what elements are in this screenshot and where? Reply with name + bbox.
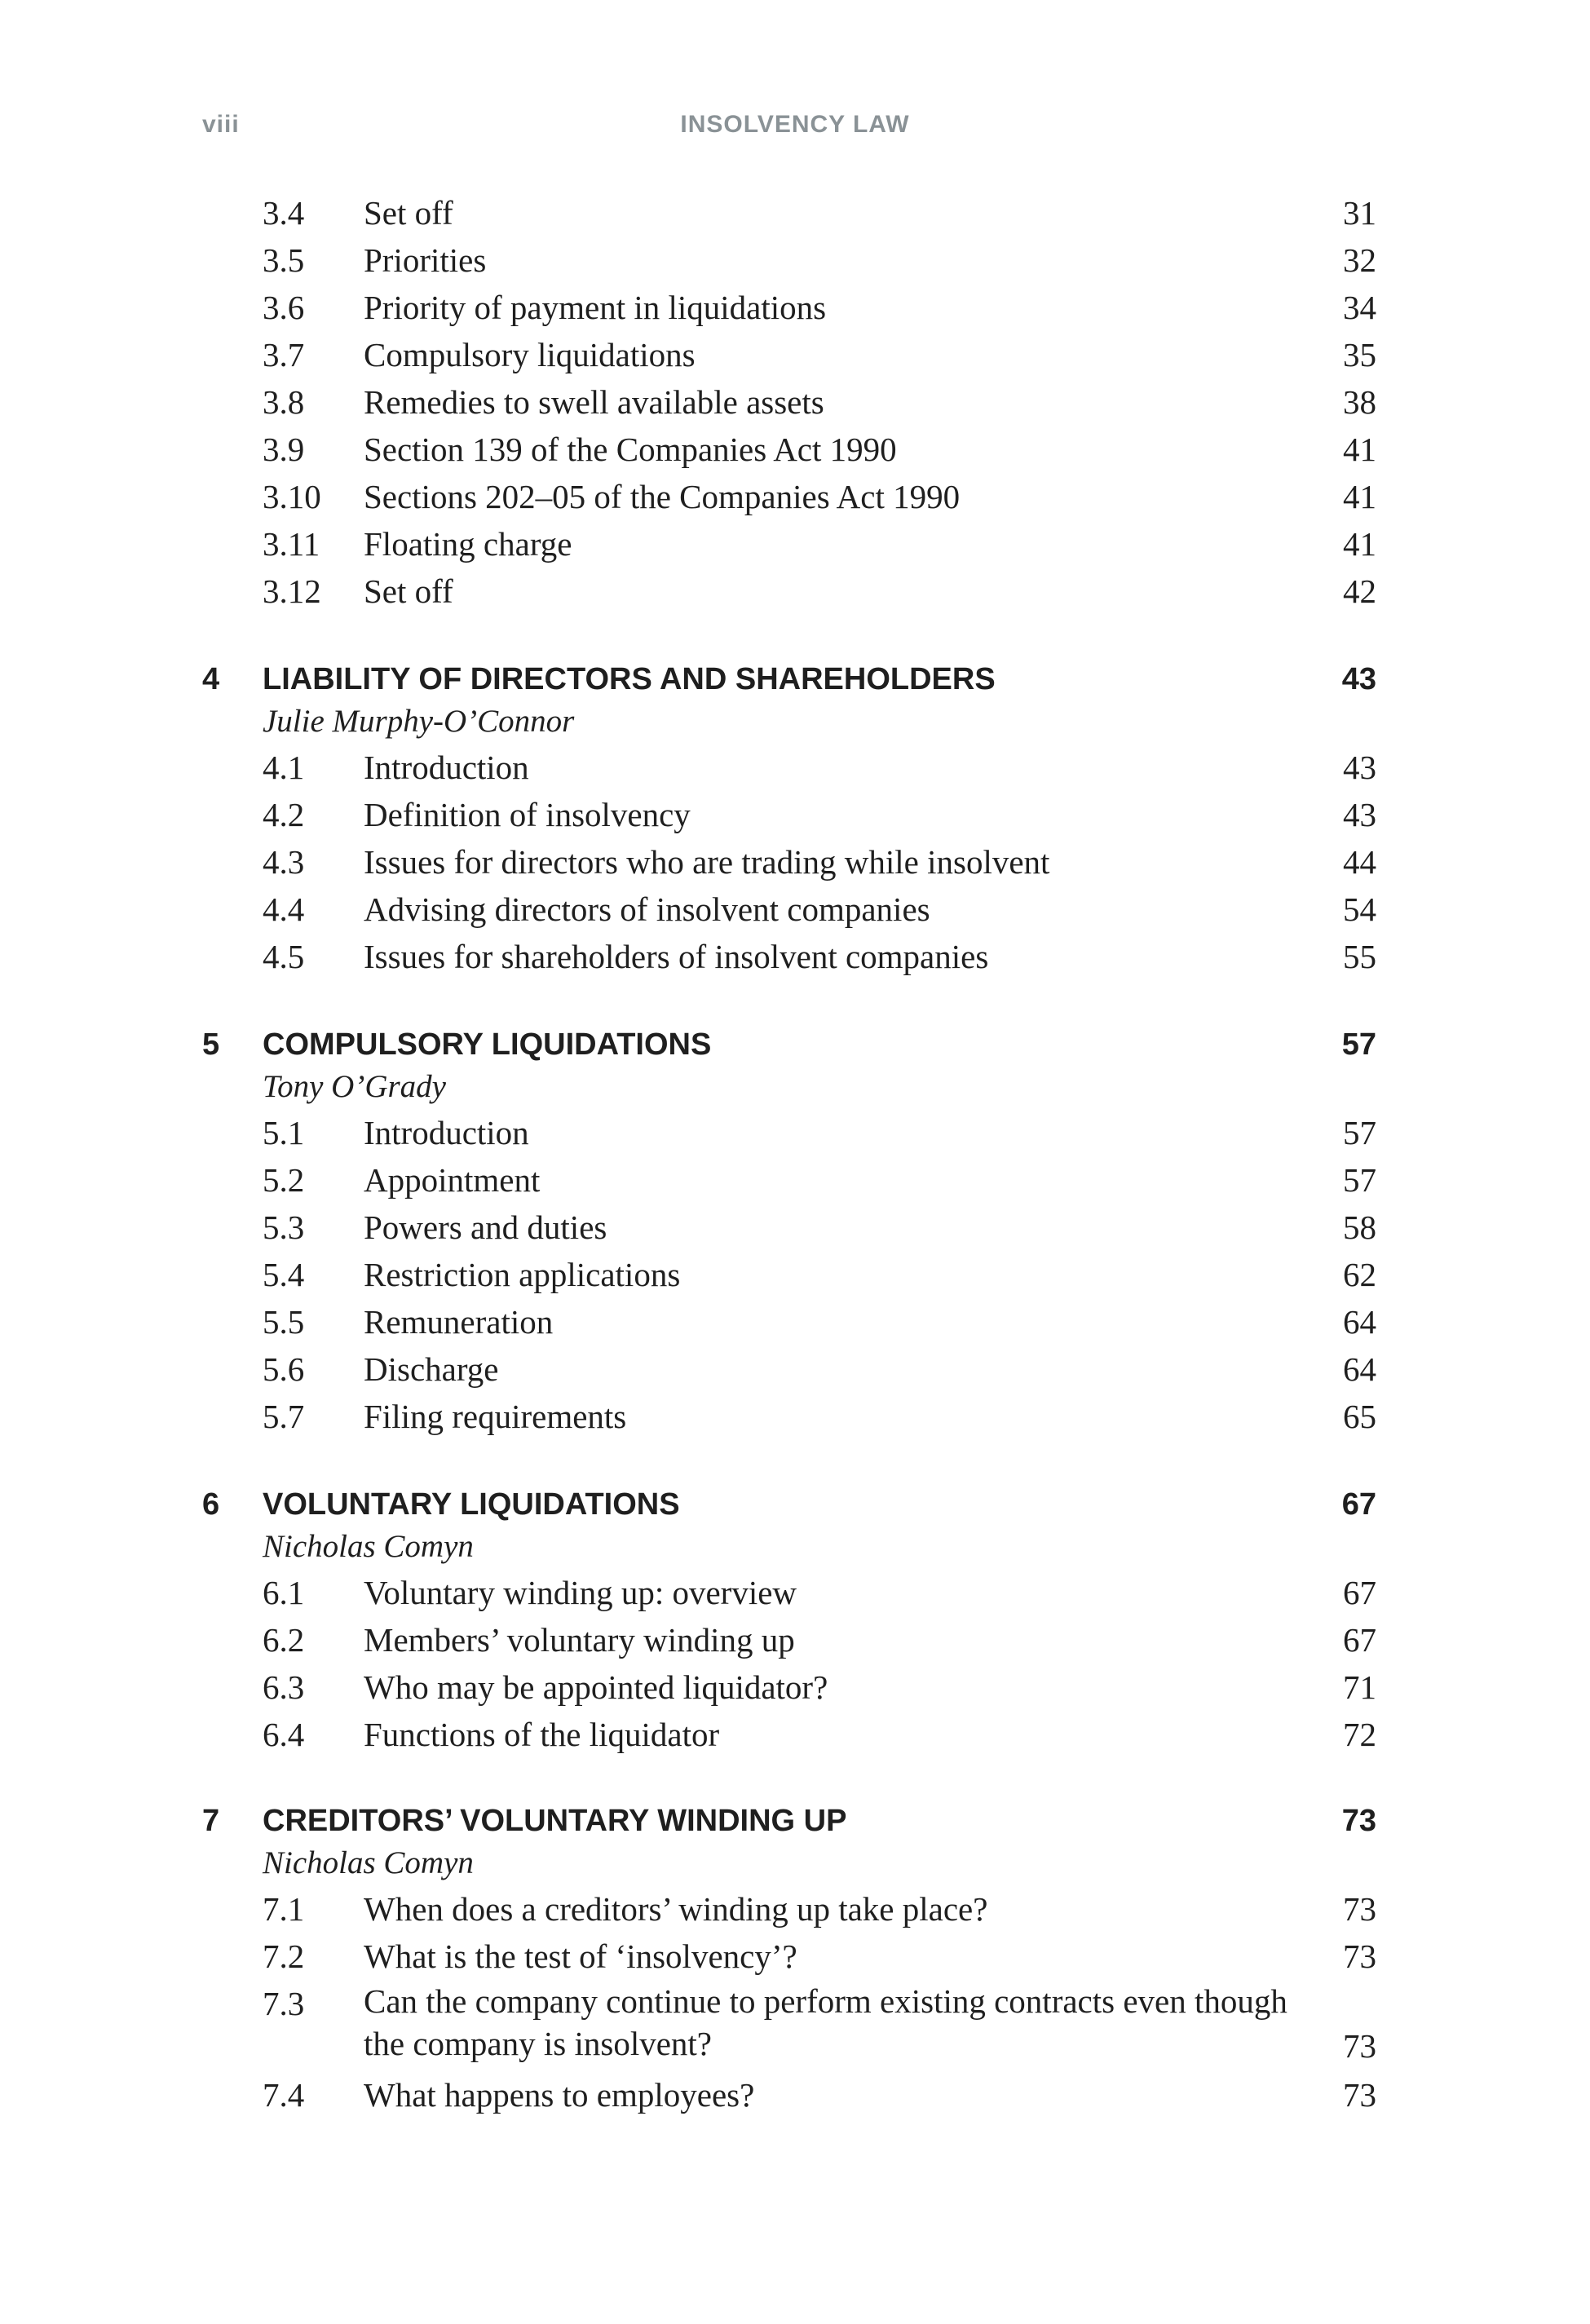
entry-number: 3.5	[263, 241, 305, 279]
entry-title: Priority of payment in liquidations	[364, 289, 827, 326]
chapter-author-row	[0, 1067, 1590, 1107]
entry-page: 62	[1343, 1256, 1376, 1293]
entry-number: 5.2	[263, 1161, 305, 1199]
toc-entry[interactable]	[0, 1345, 1590, 1393]
toc-entry[interactable]	[0, 1569, 1590, 1616]
entry-page: 34	[1343, 289, 1376, 326]
entry-page: 41	[1343, 431, 1376, 468]
toc-entry[interactable]	[0, 1933, 1590, 1980]
chapter-author: Julie Murphy-O’Connor	[263, 704, 575, 739]
chapter-number: 5	[202, 1027, 220, 1062]
entry-title: Set off	[364, 572, 453, 610]
entry-number: 3.7	[263, 336, 305, 373]
entry-page: 35	[1343, 336, 1376, 373]
toc-entry[interactable]	[0, 1393, 1590, 1440]
entry-number: 3.12	[263, 572, 321, 610]
page-folio: viii	[202, 111, 240, 138]
chapter-number: 6	[202, 1487, 220, 1522]
toc-entry[interactable]	[0, 331, 1590, 378]
toc-entry[interactable]	[0, 473, 1590, 520]
entry-number: 5.7	[263, 1398, 305, 1435]
entry-title: Issues for shareholders of insolvent companies	[364, 938, 989, 975]
entry-number: 7.1	[263, 1890, 305, 1928]
toc-entry[interactable]	[0, 520, 1590, 568]
chapter-number: 4	[202, 662, 220, 696]
toc-entry[interactable]	[0, 1663, 1590, 1711]
entry-title: What is the test of ‘insolvency’?	[364, 1937, 797, 1975]
entry-title: Introduction	[364, 1114, 529, 1151]
entry-page: 64	[1343, 1350, 1376, 1388]
chapter-author-row	[0, 701, 1590, 742]
entry-title: Filing requirements	[364, 1398, 627, 1435]
entry-title: Advising directors of insolvent companies	[364, 890, 930, 928]
entry-number: 3.8	[263, 383, 305, 421]
entry-number: 6.4	[263, 1716, 305, 1753]
entry-number: 7.4	[263, 2076, 305, 2114]
entry-title: Appointment	[364, 1161, 541, 1199]
toc-entry[interactable]	[0, 568, 1590, 615]
toc-entry[interactable]	[0, 378, 1590, 426]
entry-title: Discharge	[364, 1350, 499, 1388]
entry-title: Can the company continue to perform existing contracts even though the company is insolvent?	[364, 1982, 1287, 2062]
chapter-author-row	[0, 1527, 1590, 1567]
chapter-page: 67	[1341, 1487, 1376, 1522]
entry-number: 7.2	[263, 1937, 305, 1975]
entry-page: 73	[1343, 2027, 1376, 2065]
entry-number: 3.4	[263, 194, 305, 232]
entry-page: 43	[1343, 796, 1376, 833]
entry-page: 57	[1343, 1161, 1376, 1199]
entry-page: 65	[1343, 1398, 1376, 1435]
entry-title: Restriction applications	[364, 1256, 681, 1293]
chapter-author: Tony O’Grady	[263, 1069, 446, 1104]
chapter-number: 7	[202, 1804, 220, 1838]
entry-number: 6.3	[263, 1668, 305, 1706]
entry-title: Remuneration	[364, 1303, 554, 1341]
entry-title: Introduction	[364, 749, 529, 786]
chapter-title: VOLUNTARY LIQUIDATIONS	[263, 1487, 680, 1522]
toc-entry[interactable]	[0, 236, 1590, 284]
entry-page: 41	[1343, 525, 1376, 563]
toc-entry[interactable]	[0, 189, 1590, 236]
toc-entry[interactable]	[0, 284, 1590, 331]
entry-page: 38	[1343, 383, 1376, 421]
toc-entry[interactable]	[0, 838, 1590, 886]
entry-number: 5.6	[263, 1350, 305, 1388]
entry-title: Definition of insolvency	[364, 796, 691, 833]
toc-entry[interactable]	[0, 426, 1590, 473]
toc-entry[interactable]	[0, 886, 1590, 933]
toc-entry[interactable]	[0, 933, 1590, 980]
chapter-title: LIABILITY OF DIRECTORS AND SHAREHOLDERS	[263, 662, 996, 696]
entry-page: 54	[1343, 890, 1376, 928]
entry-page: 41	[1343, 478, 1376, 515]
chapter-title: CREDITORS’ VOLUNTARY WINDING UP	[263, 1804, 847, 1838]
entry-number: 6.2	[263, 1621, 305, 1659]
entry-page: 57	[1343, 1114, 1376, 1151]
entry-page: 73	[1343, 2076, 1376, 2114]
entry-page: 43	[1343, 749, 1376, 786]
entry-number: 3.10	[263, 478, 321, 515]
entry-page: 32	[1343, 241, 1376, 279]
entry-title: Set off	[364, 194, 453, 232]
toc-entry[interactable]	[0, 1156, 1590, 1204]
entry-page: 67	[1343, 1574, 1376, 1611]
entry-number: 5.1	[263, 1114, 305, 1151]
entry-number: 5.3	[263, 1208, 305, 1246]
entry-page: 58	[1343, 1208, 1376, 1246]
entry-page: 42	[1343, 572, 1376, 610]
chapter-heading-7[interactable]	[0, 1797, 1590, 1845]
entry-number: 3.11	[263, 525, 320, 563]
entry-title: Issues for directors who are trading while insolvent	[364, 843, 1050, 881]
chapter-title: COMPULSORY LIQUIDATIONS	[263, 1027, 712, 1062]
entry-title: Remedies to swell available assets	[364, 383, 824, 421]
entry-page: 73	[1343, 1890, 1376, 1928]
toc-entry[interactable]	[0, 1711, 1590, 1758]
entry-page: 31	[1343, 194, 1376, 232]
toc-entry[interactable]	[0, 1298, 1590, 1345]
chapter-page: 73	[1341, 1804, 1376, 1838]
entry-number: 5.4	[263, 1256, 305, 1293]
entry-title: Powers and duties	[364, 1208, 607, 1246]
running-head	[0, 111, 1590, 144]
chapter-author: Nicholas Comyn	[263, 1529, 474, 1564]
chapter-heading-6[interactable]	[0, 1481, 1590, 1528]
entry-title: Who may be appointed liquidator?	[364, 1668, 828, 1706]
entry-page: 44	[1343, 843, 1376, 881]
entry-title: What happens to employees?	[364, 2076, 755, 2114]
entry-number: 7.3	[263, 1985, 305, 2022]
chapter-heading-5[interactable]	[0, 1021, 1590, 1068]
entry-page: 67	[1343, 1621, 1376, 1659]
running-book-title: INSOLVENCY LAW	[680, 111, 910, 138]
entry-title: Priorities	[364, 241, 487, 279]
chapter-page: 43	[1341, 662, 1376, 696]
toc-entry[interactable]	[0, 1885, 1590, 1933]
entry-number: 4.4	[263, 890, 305, 928]
entry-title: Compulsory liquidations	[364, 336, 696, 373]
entry-title: Functions of the liquidator	[364, 1716, 720, 1753]
toc-entry[interactable]	[0, 1616, 1590, 1663]
toc-entry[interactable]	[0, 1980, 1590, 2066]
chapter-author-row	[0, 1843, 1590, 1884]
entry-page: 71	[1343, 1668, 1376, 1706]
entry-number: 3.9	[263, 431, 305, 468]
entry-page: 72	[1343, 1716, 1376, 1753]
toc-entry[interactable]	[0, 1109, 1590, 1156]
entry-number: 4.2	[263, 796, 305, 833]
toc-entry[interactable]	[0, 1204, 1590, 1251]
entry-title: When does a creditors’ winding up take place?	[364, 1890, 988, 1928]
entry-title: Members’ voluntary winding up	[364, 1621, 795, 1659]
entry-number: 6.1	[263, 1574, 305, 1611]
entry-title: Voluntary winding up: overview	[364, 1574, 797, 1611]
entry-number: 4.3	[263, 843, 305, 881]
chapter-page: 57	[1341, 1027, 1376, 1062]
entry-number: 3.6	[263, 289, 305, 326]
entry-number: 4.1	[263, 749, 305, 786]
toc-entry[interactable]	[0, 2071, 1590, 2119]
toc-entry[interactable]	[0, 1251, 1590, 1298]
entry-title: Sections 202–05 of the Companies Act 1990	[364, 478, 961, 515]
entry-number: 4.5	[263, 938, 305, 975]
entry-page: 55	[1343, 938, 1376, 975]
chapter-author: Nicholas Comyn	[263, 1845, 474, 1880]
entry-number: 5.5	[263, 1303, 305, 1341]
entry-page: 64	[1343, 1303, 1376, 1341]
entry-title: Section 139 of the Companies Act 1990	[364, 431, 897, 468]
toc-entry[interactable]	[0, 791, 1590, 838]
entry-title: Floating charge	[364, 525, 572, 563]
chapter-heading-4[interactable]	[0, 656, 1590, 703]
toc-entry[interactable]	[0, 744, 1590, 791]
entry-page: 73	[1343, 1937, 1376, 1975]
